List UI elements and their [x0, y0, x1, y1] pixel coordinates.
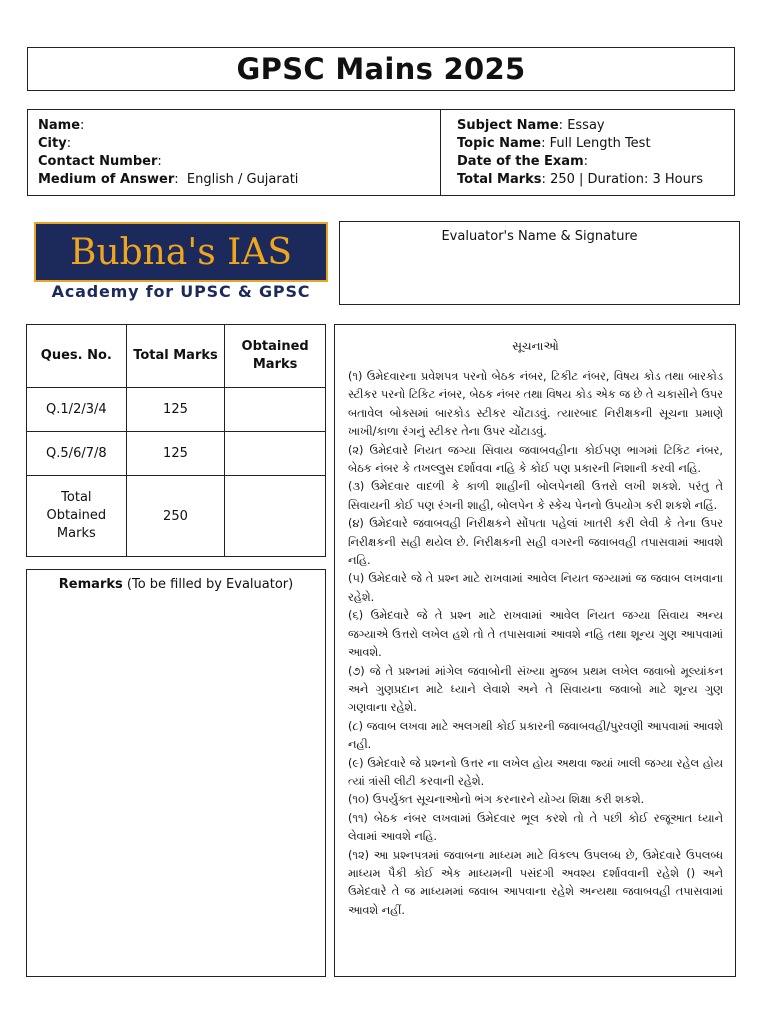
total-cell: 125 [126, 388, 225, 432]
info-divider [440, 110, 441, 195]
question-cell: Total Obtained Marks [27, 476, 127, 557]
remarks-label: Remarks [58, 577, 123, 592]
contact-row: Contact Number: [38, 154, 162, 169]
title-box [27, 47, 735, 91]
instruction-item: (૫) ઉમેદવારે જે તે પ્રશ્ન માટે રાખવામાં આવેલ નિયત જગ્યામાં જ જવાબ લખવાના રહેશે. [348, 572, 723, 604]
remarks-heading [27, 577, 325, 592]
marks-table-header [27, 325, 326, 388]
evaluator-label: Evaluator's Name & Signature [441, 229, 638, 244]
topic-label: Topic Name [457, 136, 542, 151]
remarks-box[interactable] [26, 569, 326, 977]
col-header-obtained: Obtained Marks [225, 325, 326, 388]
instruction-item: (૯) ઉમેદવારે જે પ્રશ્નનો ઉત્તર ના લખેલ હોય અથવા જ્યાં ખાલી જગ્યા રહેલ હોય ત્યાં ત્રાંસી લીટી કરવાની રહેશે. [348, 756, 723, 788]
instruction-item: (૧૦) ઉપર્યુક્ત સૂચનાઓનો ભંગ કરનારને યોગ્ય શિક્ષા કરી શકશે. [348, 793, 645, 807]
subject-row: Subject Name: Essay [457, 118, 605, 133]
date-label: Date of the Exam [457, 154, 584, 169]
candidate-info-box [27, 109, 735, 196]
city-label: City [38, 136, 67, 151]
table-row [27, 388, 326, 432]
question-cell: Q.1/2/3/4 [27, 388, 127, 432]
logo-tagline: Academy for UPSC & GPSC [51, 282, 311, 301]
topic-row: Topic Name: Full Length Test [457, 136, 651, 151]
city-row: City: [38, 136, 72, 151]
date-row: Date of the Exam: [457, 154, 589, 169]
contact-label: Contact Number [38, 154, 158, 169]
subject-value: Essay [567, 118, 605, 133]
instruction-item: (૪) ઉમેદવારે જવાબવહી નિરીક્ષકને સોંપતા પહેલાં ખાતરી કરી લેવી કે તેના ઉપર નિરીક્ષકની સહી થયેલ છે. નિરીક્ષકની સહી વગરની જવાબવહી તપાસવામાં આવશે નહિ. [348, 517, 723, 568]
instruction-item: (૧૨) આ પ્રશ્નપત્રમાં જવાબના માધ્યમ માટે વિકલ્પ ઉપલબ્ધ છે, ઉમેદવારે ઉપલબ્ધ માધ્યમ પૈકી કોઈ એક માધ્યમની પસંદગી અવશ્ય દર્શાવવાની રહેશે () અને ઉમેદવારે તે જ માધ્યમમાં જવાબ આપવાના રહેશે અન્યથા જવાબવહી તપાસવામાં આવશે નહીં. [348, 848, 723, 917]
remarks-note: (To be filled by Evaluator) [126, 577, 294, 592]
question-cell: Q.5/6/7/8 [27, 432, 127, 476]
obtained-cell[interactable] [225, 432, 326, 476]
instruction-item: (૩) ઉમેદવાર વાદળી કે કાળી શાહીની બોલપેનથી ઉત્તરો લખી શકશે. પરંતુ તે સિવાયની કોઈ પણ રંગની શાહી, બોલપેન કે સ્કેચ પેનનો ઉપયોગ કરી શકશે નહિં. [348, 480, 723, 512]
col-header-question: Ques. No. [27, 325, 127, 388]
instructions-title: સૂચનાઓ [512, 339, 559, 353]
instruction-item: (૮) જવાબ લખવા માટે અલગથી કોઈ પ્રકારની જવાબવહી/પુરવણી આપવામાં આવશે નહી. [348, 719, 723, 752]
name-label: Name [38, 118, 81, 133]
obtained-cell[interactable] [225, 388, 326, 432]
medium-label: Medium of Answer [38, 172, 175, 187]
marks-table [26, 324, 326, 557]
page-title: GPSC Mains 2025 [236, 52, 526, 86]
name-row: Name: [38, 118, 85, 133]
medium-value: English / Gujarati [186, 172, 299, 187]
col-header-total: Total Marks [126, 325, 225, 388]
instruction-item: (૨) ઉમેદવારે નિયત જગ્યા સિવાય જવાબવહીના કોઈપણ ભાગમાં ટિકિટ નંબર, બેઠક નંબર કે તખલ્લુસ દર્શાવવા નહિ કે કોઈ પણ પ્રકારની નિશાની કરવી નહિ. [348, 443, 723, 476]
total-cell: 125 [126, 432, 225, 476]
table-row [27, 476, 326, 557]
total-cell: 250 [126, 476, 225, 557]
instruction-item: (૬) ઉમેદવારે જે તે પ્રશ્ન માટે રાખવામાં આવેલ નિયત જગ્યા સિવાય અન્ય જગ્યાએ ઉત્તરો લખેલ હશે તો તે તપાસવામાં આવશે નહિ તથા શૂન્ય ગુણ આપવામાં આવશે. [348, 609, 723, 660]
table-row [27, 432, 326, 476]
obtained-cell[interactable] [225, 476, 326, 557]
subject-label: Subject Name [457, 118, 559, 133]
total-marks-value: 250 | Duration: 3 Hours [550, 172, 703, 187]
topic-value: Full Length Test [549, 136, 651, 151]
logo-banner [34, 222, 328, 282]
medium-row: Medium of Answer: English / Gujarati [38, 172, 299, 187]
total-marks-label: Total Marks [457, 172, 542, 187]
logo [34, 222, 328, 302]
candidate-details [38, 117, 298, 189]
instruction-item: (૭) જે તે પ્રશ્નમાં માંગેલ જવાબોની સંખ્યા મુજબ પ્રથમ લખેલ જવાબો મૂલ્યાંકન અને ગુણપ્રદાન માટે ધ્યાને લેવાશે અને તે સિવાયના જવાબો માટે શૂન્ય ગુણ ગણવાના રહેશે. [348, 664, 723, 715]
instructions-box [334, 324, 736, 977]
instruction-item: (૧૧) બેઠક નંબર લખવામાં ઉમેદવાર ભૂલ કરશે તો તે પછી કોઈ રજૂઆત ધ્યાને લેવામાં આવશે નહિ. [348, 811, 723, 844]
total-marks-row: Total Marks: 250 | Duration: 3 Hours [457, 172, 703, 187]
evaluator-signature-box [339, 221, 740, 305]
logo-name: Bubna's IAS [69, 231, 293, 273]
instruction-item: (૧) ઉમેદવારના પ્રવેશપત્ર પરનો બેઠક નંબર, ટિકીટ નંબર, વિષય કોડ તથા બારકોડ સ્ટીકર પરનો ટિકિટ નંબર, બેઠક નંબર તથા વિષય કોડ એક જ છે તે ચકાસીને ઉપર બતાવેલ બોક્સમાં બારકોડ સ્ટીકર ચોંટાડવું. ત્યારબાદ નિરીક્ષકની સૂચના પ્રમાણે ખાખી/કાળા રંગનું સ્ટીકર તેના ઉપર ચોંટાડવું. [348, 370, 723, 439]
exam-details [457, 117, 703, 189]
